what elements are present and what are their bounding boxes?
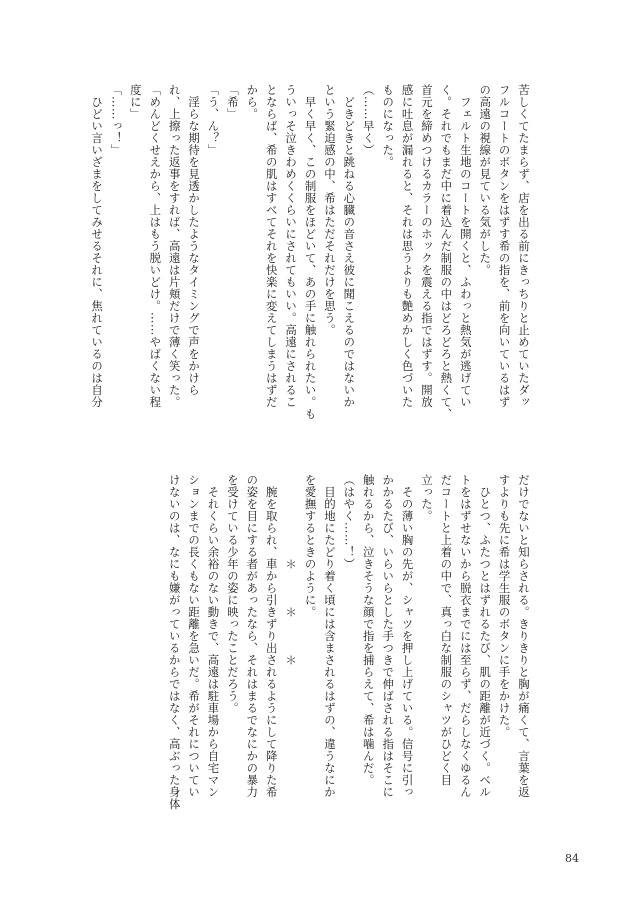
- text-line: 首元を締めつけるカラーのホックを震える指ではずす。開放: [419, 84, 434, 408]
- text-line: 度に」: [128, 84, 143, 120]
- text-line: だコートと上着の中で、真っ白な制服のシャツがひどく目: [439, 474, 454, 786]
- upper-text-block: [53, 84, 533, 434]
- section-break: ＊ ＊ ＊: [284, 474, 299, 666]
- text-line: という緊迫感の中、希はただそれだけを思う。: [322, 84, 337, 336]
- text-line: だけでないと知らされる。きりきりと胸が痛くて、言葉を返: [517, 474, 531, 798]
- text-line: すよりも先に希は学生服のボタンに手をかけた。: [497, 474, 512, 738]
- text-line: どきどきと跳ねる心臓の音さえ彼に聞こえるのではないか: [342, 84, 357, 408]
- text-line: の姿を目にする者があったなら、それはまるでなにかの暴力: [245, 474, 260, 798]
- text-line: 苦しくてたまらず、店を出る前にきっちりと止めていたダッ: [517, 84, 531, 408]
- text-line: 「希」: [225, 84, 240, 120]
- text-line: （……早く）: [361, 84, 376, 156]
- page-number: 84: [565, 852, 579, 865]
- text-line: 感に吐息が漏れると、それは思うよりも艶めかしく色づいた: [400, 84, 415, 408]
- text-line: く。それでもまだ中に着込んだ制服の中はどろどろと熱くて、: [439, 84, 454, 420]
- lower-text-block: [53, 474, 533, 824]
- text-line: の高遠の視線が見ている気がした。: [478, 84, 493, 276]
- text-line: かかるたび、いらいらとした手つきで伸ばされる指はそこに: [381, 474, 396, 798]
- text-line: けないのは、なにも嫌がっているからではなく、高ぶった身体: [167, 474, 182, 810]
- text-line: （はやく……！）: [342, 474, 357, 570]
- text-line: その薄い胸の先が、シャツを押し上げている。信号に引っ: [400, 474, 415, 798]
- text-line: 触れるから、泣きそうな顔で指を捕らえて、希は噛んだ。: [361, 474, 376, 786]
- text-line: トをはずせないから脱衣までには至らず、だらしなくゆるん: [458, 474, 473, 798]
- text-line: フェルト生地のコートを開くと、ふわっと熱気が逃げてい: [458, 84, 473, 408]
- text-line: それくらい余裕のない動きで、高遠は駐車場から自宅マン: [206, 474, 221, 798]
- text-line: 「う、ん？」: [206, 84, 221, 156]
- text-line: フルコートのボタンをはずす希の指を、前を向いているはず: [497, 84, 512, 408]
- text-line: 淫らな期待を見透かしたようなタイミングで声をかけら: [187, 84, 202, 396]
- text-line: 立った。: [419, 474, 434, 522]
- text-line: を愛撫するときのように。: [303, 474, 318, 618]
- text-line: 早く早く、この制服をほどいて、あの手に触れられたい。も: [303, 84, 318, 420]
- text-line: ものになった。: [381, 84, 396, 168]
- text-line: から。: [245, 84, 260, 120]
- text-line: 「……っ！」: [109, 84, 124, 156]
- text-line: ひとつ、ふたつとはずれるたび、肌の距離が近づく。ベル: [478, 474, 493, 798]
- text-line: 腕を取られ、車から引きずり出されるようにして降りた希: [264, 474, 279, 798]
- text-line: ションまでの長くもない距離を急いだ。希がそれについてい: [187, 474, 202, 798]
- text-line: を受けている少年の姿に映ったことだろう。: [225, 474, 240, 714]
- text-line: 目的地にたどり着く頃には含まされるはずの、違うなにか: [322, 474, 337, 798]
- text-line: ういっそ泣きわめくくらいにされてもいい。高遠にされるこ: [284, 84, 299, 408]
- text-line: れ、上擦った返事をすれば、高遠は片頬だけで薄く笑った。: [167, 84, 182, 408]
- text-line: 「めんどくせえから、上はもう脱いどけ。……やばくない程: [148, 84, 163, 408]
- text-line: ひどい言いざまをしてみせるそれに、焦れているのは自分: [90, 84, 105, 408]
- text-line: とならば、希の肌はすべてそれを快楽に変えてしまうはずだ: [264, 84, 279, 408]
